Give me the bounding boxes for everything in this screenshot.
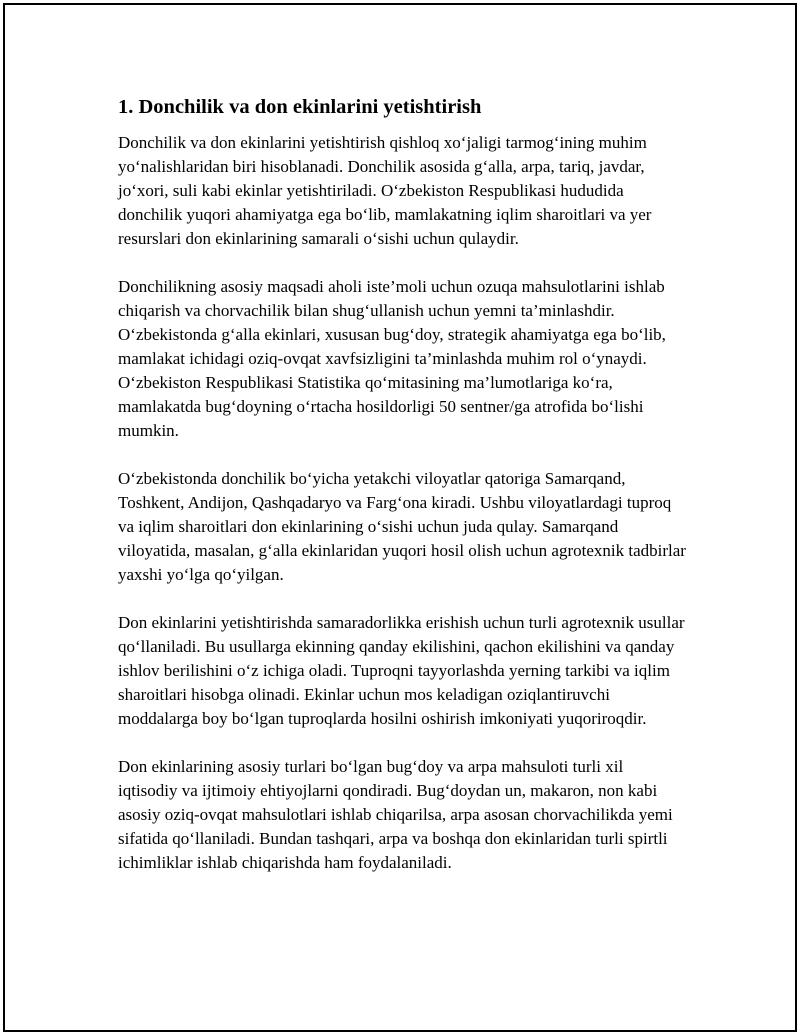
paragraph-3: O‘zbekistonda donchilik bo‘yicha yetakchi viloyatlar qatoriga Samarqand, Toshkent, Andijon, Qashqadaryo va Farg‘ona kiradi. Ushbu viloyatlardagi tuproq va iqlim sharoitlari don ekinlarining o‘sishi uchun juda qulay. Samarqand viloyatida, masalan, g‘alla ekinlaridan yuqori hosil olish uchun agrotexnik tadbirlar yaxshi yo‘lga qo‘yilgan.: [118, 469, 686, 584]
section-heading: 1. Donchilik va don ekinlarini yetishtirish: [118, 96, 482, 118]
paragraph-1: Donchilik va don ekinlarini yetishtirish qishloq xo‘jaligi tarmog‘ining muhim yo‘nalishlaridan biri hisoblanadi. Donchilik asosida g‘alla, arpa, tariq, javdar, jo‘xori, suli kabi ekinlar yetishtiriladi. O‘zbekiston Respublikasi hududida donchilik yuqori ahamiyatga ega bo‘lib, mamlakatning iqlim sharoitlari va yer resurslari don ekinlarining samarali o‘sishi uchun qulaydir.: [118, 133, 652, 248]
document-body: [118, 95, 686, 899]
paragraph-5: Don ekinlarining asosiy turlari bo‘lgan bug‘doy va arpa mahsuloti turli xil iqtisodiy va ijtimoiy ehtiyojlarni qondiradi. Bug‘doydan un, makaron, non kabi asosiy oziq-ovqat mahsulotlari ishlab chiqarilsa, arpa asosan chorvachilikda yemi sifatida qo‘llaniladi. Bundan tashqari, arpa va boshqa don ekinlaridan turli spirtli ichimliklar ishlab chiqarishda ham foydalaniladi.: [118, 757, 673, 872]
paragraph-4: Don ekinlarini yetishtirishda samaradorlikka erishish uchun turli agrotexnik usullar qo‘llaniladi. Bu usullarga ekinning qanday ekilishini, qachon ekilishini va qanday ishlov berilishini o‘z ichiga oladi. Tuproqni tayyorlashda yerning tarkibi va iqlim sharoitlari hisobga olinadi. Ekinlar uchun mos keladigan oziqlantiruvchi moddalarga boy bo‘lgan tuproqlarda hosilni oshirish imkoniyati yuqoriroqdir.: [118, 613, 685, 728]
paragraph-2: Donchilikning asosiy maqsadi aholi iste’moli uchun ozuqa mahsulotlarini ishlab chiqarish va chorvachilik bilan shug‘ullanish uchun yemni ta’minlashdir. O‘zbekistonda g‘alla ekinlari, xususan bug‘doy, strategik ahamiyatga ega bo‘lib, mamlakat ichidagi oziq-ovqat xavfsizligini ta’minlashda muhim rol o‘ynaydi. O‘zbekiston Respublikasi Statistika qo‘mitasining ma’lumotlariga ko‘ra, mamlakatda bug‘doyning o‘rtacha hosildorligi 50 sentner/ga atrofida bo‘lishi mumkin.: [118, 277, 666, 440]
